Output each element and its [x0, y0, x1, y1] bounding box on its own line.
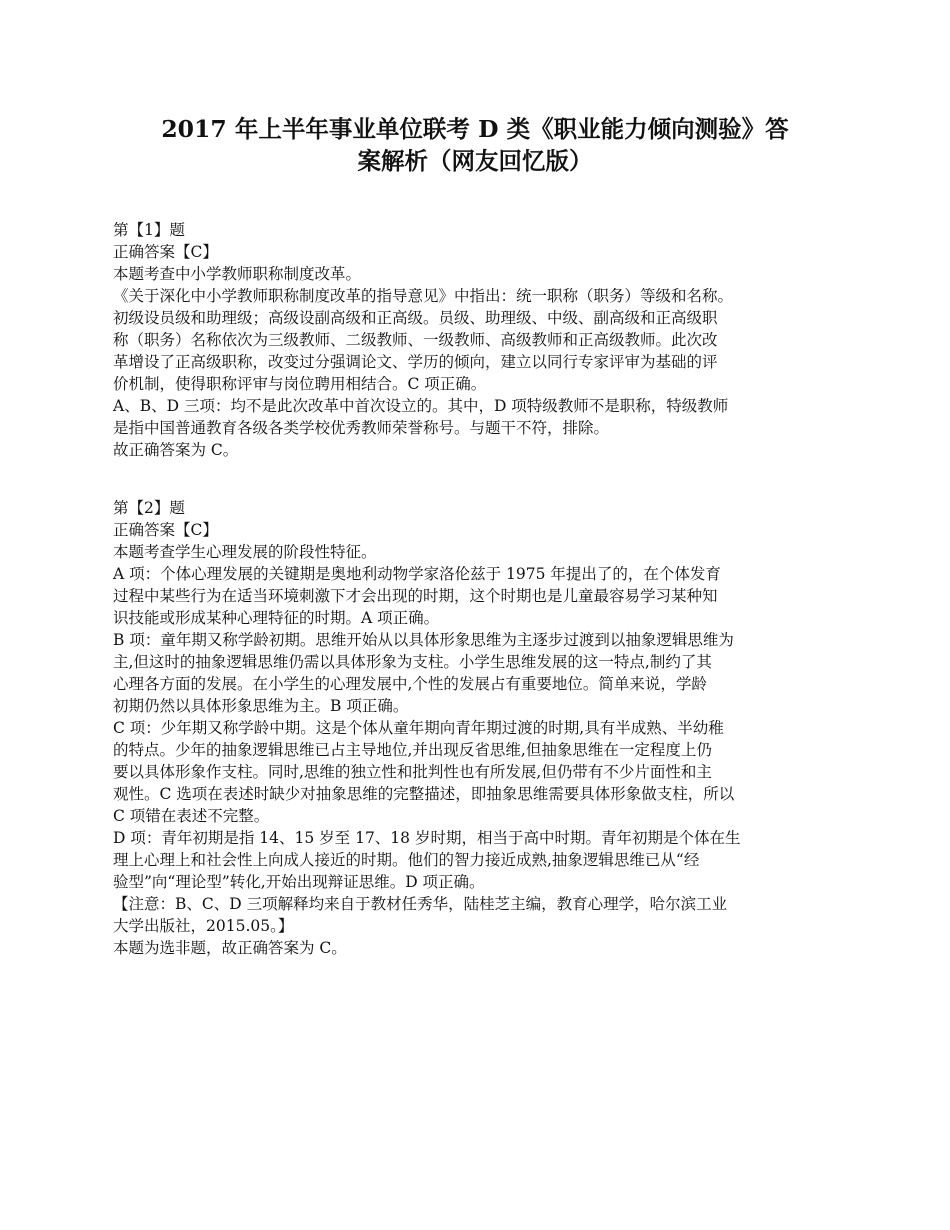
title-line: 案解析（网友回忆版） [357, 147, 593, 175]
explanation-line: 本题考查中小学教师职称制度改革。 [113, 265, 362, 283]
explanation-line: 价机制，使得职称评审与岗位聘用相结合。C 项正确。 [113, 375, 487, 393]
explanation-line: 《关于深化中小学教师职称制度改革的指导意见》中指出：统一职称（职务）等级和名称。 [113, 287, 734, 305]
correct-answer: 正确答案【C】 [113, 243, 218, 261]
note-line: 大学出版社，2015.05。】 [113, 917, 294, 935]
question-heading: 第【1】题 [113, 221, 185, 239]
explanation-line: C 项错在表述不完整。 [113, 807, 270, 825]
explanation-line: 称（职务）名称依次为三级教师、二级教师、一级教师、高级教师和正高级教师。此次改 [113, 331, 718, 349]
explanation-line: 是指中国普通教育各级各类学校优秀教师荣誉称号。与题干不符，排除。 [113, 419, 610, 437]
final-answer: 故正确答案为 C。 [113, 441, 239, 459]
explanation-line: 的特点。少年的抽象逻辑思维已占主导地位,并出现反省思维,但抽象思维在一定程度上仍 [113, 741, 712, 759]
note-line: 【注意：B、C、D 三项解释均来自于教材任秀华，陆桂芝主编，教育心理学，哈尔滨工业 [113, 895, 728, 913]
explanation-line: 验型”向“理论型”转化,开始出现辩证思维。D 项正确。 [113, 873, 485, 891]
explanation-line: C 项：少年期又称学龄中期。这是个体从童年期向青年期过渡的时期,具有半成熟、半幼稚 [113, 719, 724, 737]
explanation-line: B 项：童年期又称学龄初期。思维开始从以具体形象思维为主逐步过渡到以抽象逻辑思维为 [113, 631, 734, 649]
explanation-line: A、B、D 三项：均不是此次改革中首次设立的。其中，D 项特级教师不是职称，特级教师 [113, 397, 729, 415]
title-line: 2017 年上半年事业单位联考 D 类《职业能力倾向测验》答 [161, 115, 789, 143]
question-2 [113, 497, 848, 959]
explanation-line: A 项：个体心理发展的关键期是奥地利动物学家洛伦兹于 1975 年提出了的，在个体发育 [113, 565, 721, 583]
document-title [100, 113, 850, 177]
explanation-line: 识技能或形成某种心理特征的时期。A 项正确。 [113, 609, 440, 627]
explanation-line: 过程中某些行为在适当环境刺激下才会出现的时期，这个时期也是儿童最容易学习某种知 [113, 587, 718, 605]
correct-answer: 正确答案【C】 [113, 521, 218, 539]
explanation-line: 要以具体形象作支柱。同时,思维的独立性和批判性也有所发展,但仍带有不少片面性和主 [113, 763, 712, 781]
explanation-line: 革增设了正高级职称，改变过分强调论文、学历的倾向，建立以同行专家评审为基础的评 [113, 353, 718, 371]
explanation-line: 理上心理上和社会性上向成人接近的时期。他们的智力接近成熟,抽象逻辑思维已从“经 [113, 851, 700, 869]
explanation-line: 观性。C 选项在表述时缺少对抽象思维的完整描述，即抽象思维需要具体形象做支柱，所以 [113, 785, 735, 803]
question-1 [113, 219, 848, 461]
explanation-line: 主,但这时的抽象逻辑思维仍需以具体形象为支柱。小学生思维发展的这一特点,制约了其 [113, 653, 712, 671]
question-heading: 第【2】题 [113, 499, 185, 517]
explanation-line: 本题考查学生心理发展的阶段性特征。 [113, 543, 377, 561]
explanation-line: 心理各方面的发展。在小学生的心理发展中,个性的发展占有重要地位。简单来说，学龄 [113, 675, 707, 693]
explanation-line: 初级设员级和助理级；高级设副高级和正高级。员级、助理级、中级、副高级和正高级职 [113, 309, 718, 327]
explanation-line: 初期仍然以具体形象思维为主。B 项正确。 [113, 697, 409, 715]
final-answer: 本题为选非题，故正确答案为 C。 [113, 939, 347, 957]
explanation-line: D 项：青年初期是指 14、15 岁至 17、18 岁时期，相当于高中时期。青年初期是个体在生 [113, 829, 741, 847]
